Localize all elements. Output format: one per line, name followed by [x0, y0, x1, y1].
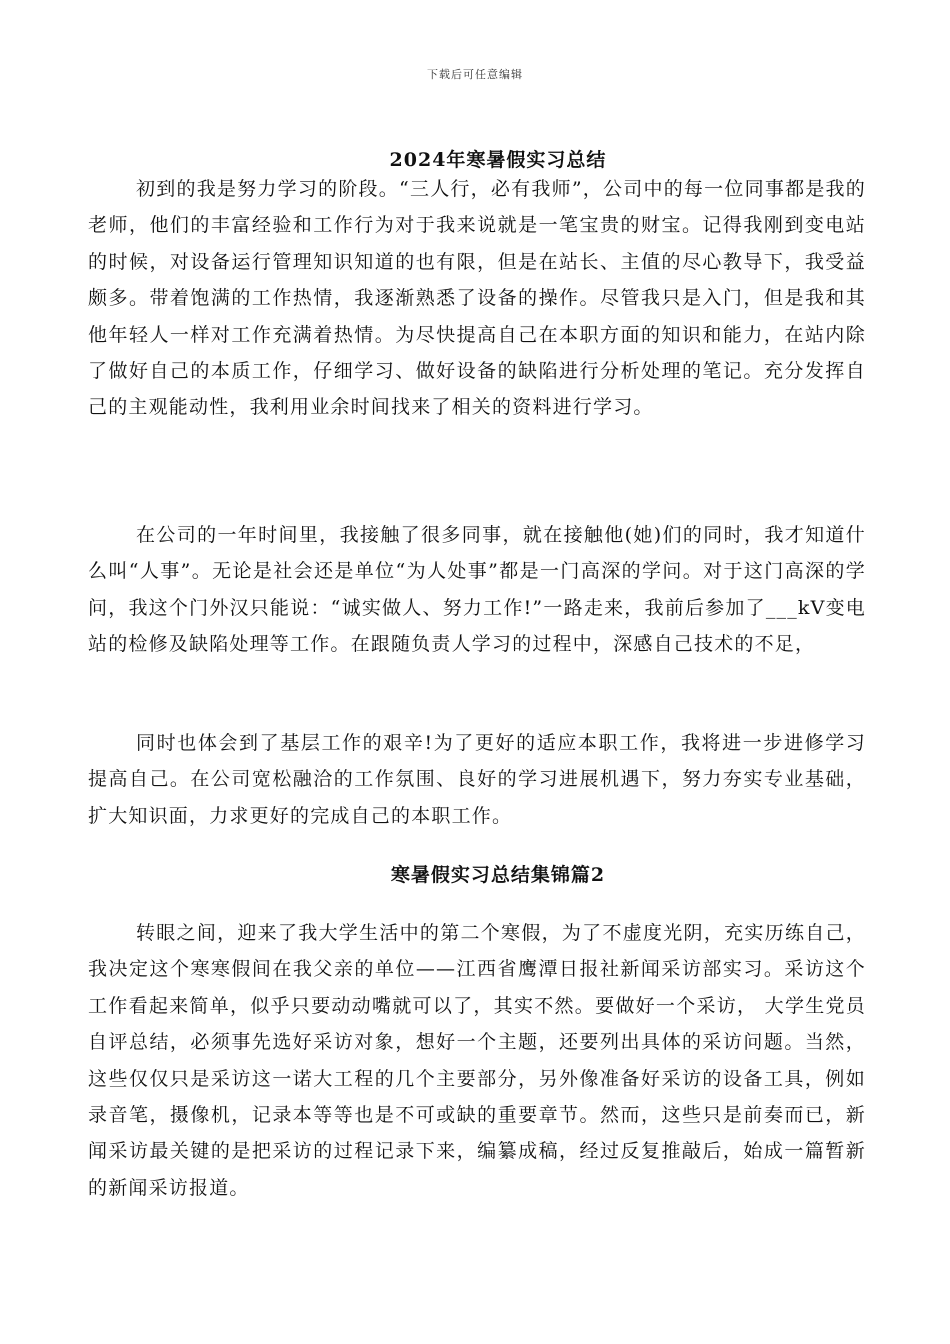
section1-title: 2024年寒暑假实习总结 [389, 149, 607, 171]
section1-paragraph-1: 初到的我是努力学习的阶段。“三人行，必有我师”，公司中的每一位同事都是我的老师，他们的丰富经验和工作行为对于我来说就是一笔宝贵的财宝。记得我刚到变电站的时候，对设备运行管理知识知道的也有限，但是在站长、主值的尽心教导下，我受益颇多。带着饱满的工作热情，我逐渐熟悉了设备的操作。尽管我只是入门，但是我和其他年轻人一样对工作充满着热情。为尽快提高自己在本职方面的知识和能力，在站内除了做好自己的本质工作，仔细学习、做好设备的缺陷进行分析处理的笔记。充分发挥自己的主观能动性，我利用业余时间找来了相关的资料进行学习。 [88, 178, 866, 419]
header-note: 下载后可任意编辑 [427, 68, 523, 81]
section1-paragraph-2: 在公司的一年时间里，我接触了很多同事，就在接触他(她)们的同时，我才知道什么叫“人事”。无论是社会还是单位“为人处事”都是一门高深的学问。对于这门高深的学问，我这个门外汉只能说：“诚实做人、努力工作!”一路走来，我前后参加了___kV变电站的检修及缺陷处理等工作。在跟随负责人学习的过程中，深感自己技术的不足， [88, 524, 866, 656]
section1-paragraph-3: 同时也体会到了基层工作的艰辛!为了更好的适应本职工作，我将进一步进修学习提高自己。在公司宽松融洽的工作氛围、良好的学习进展机遇下，努力夯实专业基础，扩大知识面，力求更好的完成自己的本职工作。 [88, 732, 866, 827]
section2-paragraph-1: 转眼之间，迎来了我大学生活中的第二个寒假，为了不虚度光阴，充实历练自己，我决定这个寒寒假间在我父亲的单位——江西省鹰潭日报社新闻采访部实习。采访这个工作看起来简单，似乎只要动动嘴就可以了，其实不然。要做好一个采访， 大学生党员自评总结，必须事先选好采访对象，想好一个主题，还要列出具体的采访问题。当然，这些仅仅只是采访这一诺大工程的几个主要部分，另外像准备好采访的设备工具，例如录音笔，摄像机，记录本等等也是不可或缺的重要章节。然而，这些只是前奏而已，新闻采访最关键的是把采访的过程记录下来，编纂成稿，经过反复推敲后，始成一篇暂新的新闻采访报道。 [88, 922, 866, 1199]
section2-title: 寒暑假实习总结集锦篇2 [390, 864, 606, 886]
